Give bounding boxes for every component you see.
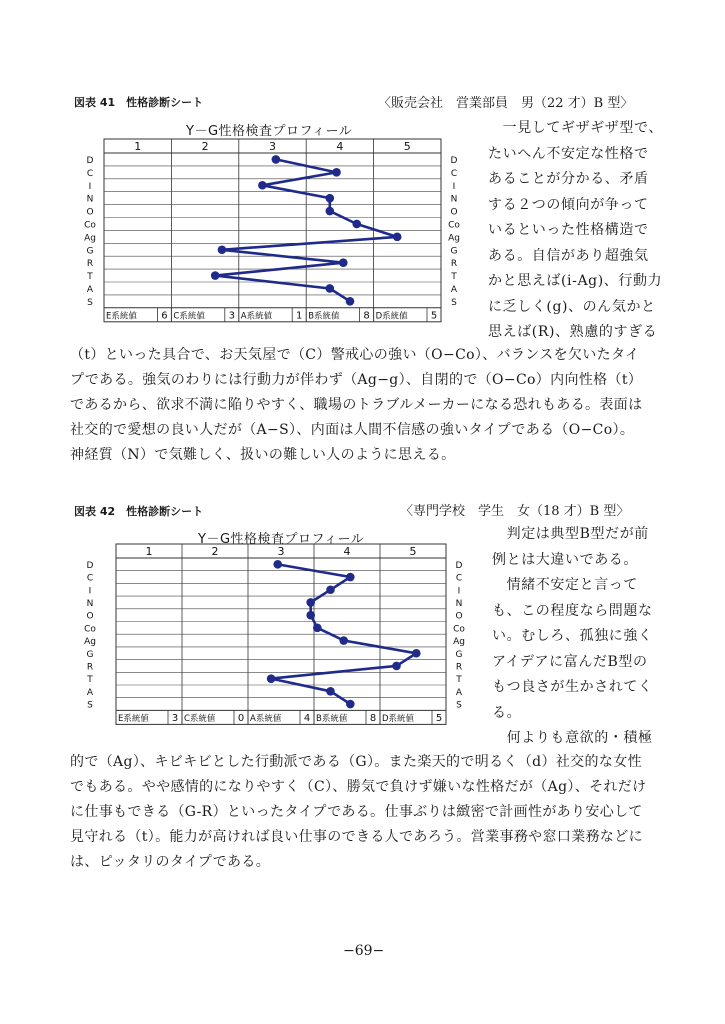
system-value-label: B系統値	[316, 713, 348, 724]
profile-point	[326, 687, 335, 696]
figure-41-subject: 〈販売会社 営業部員 男（22 才）B 型〉	[378, 96, 634, 111]
trait-label-left: G	[86, 649, 94, 660]
system-value: 8	[363, 310, 370, 322]
trait-label-right: I	[457, 586, 461, 597]
figure-42-yg-chart	[86, 544, 470, 738]
trait-label-right: O	[455, 611, 463, 622]
trait-label-right: S	[451, 297, 457, 308]
scale-label: 4	[336, 140, 344, 153]
trait-label-left: D	[86, 560, 94, 571]
side-line: 判定は典型B型だが前	[492, 526, 649, 542]
trait-label-left: R	[86, 259, 94, 270]
trait-label-left: Co	[84, 624, 96, 635]
system-value: 6	[161, 310, 168, 322]
system-value-label: A系統値	[240, 311, 273, 322]
trait-label-left: D	[86, 155, 94, 166]
side-line: 例とは大違いである。	[492, 551, 638, 568]
profile-point	[326, 585, 335, 594]
scale-label: 4	[343, 545, 351, 558]
figure-42-body-text	[70, 750, 646, 875]
profile-point	[306, 598, 315, 607]
profile-point	[267, 674, 276, 683]
body-line: 神経質（N）で気難しく、扱いの難しい人のように思える。	[70, 447, 456, 463]
trait-label-left: O	[86, 611, 94, 622]
profile-point	[273, 560, 282, 569]
system-value-label: A系統値	[250, 713, 282, 724]
trait-label-right: C	[450, 168, 458, 179]
profile-point	[258, 181, 267, 190]
trait-label-right: Ag	[448, 233, 460, 244]
trait-label-right: A	[450, 284, 458, 295]
scale-label: 3	[277, 545, 285, 558]
trait-label-left: A	[86, 284, 94, 295]
profile-point	[346, 700, 355, 709]
side-line: アイデアに富んだB型の	[492, 653, 648, 670]
system-value: 5	[430, 310, 438, 322]
body-line: は、ピッタリのタイプである。	[70, 854, 271, 870]
body-line: 的で（Ag）、キビキビとした行動派である（G）。また楽天的で明るく（d）社交的な女性	[70, 754, 642, 770]
scale-label: 1	[145, 545, 153, 558]
trait-label-right: G	[455, 649, 463, 660]
trait-label-left: G	[86, 246, 94, 257]
system-value-label: D系統値	[382, 713, 415, 724]
system-value: 1	[296, 310, 303, 322]
side-line: する２つの傾向が争って	[488, 196, 649, 213]
profile-point	[393, 233, 402, 242]
profile-point	[325, 284, 334, 293]
profile-point	[218, 245, 227, 254]
body-line: 社交的で愛想の良い人だが（A−S）、内面は人間不信感の強いタイプである（O−Co）。	[70, 422, 635, 438]
body-line: （t）といった具合で、お天気屋で（C）警戒心の強い（O−Co）、バランスを欠いたタイ	[70, 347, 640, 363]
body-line: に仕事もできる（G-R）といったタイプである。仕事ぶりは緻密で計画性があり安心して	[70, 804, 643, 820]
trait-label-left: C	[86, 573, 94, 584]
trait-label-left: Ag	[84, 637, 96, 648]
trait-label-left: N	[86, 598, 94, 609]
scale-label: 1	[134, 140, 142, 153]
figure-41-side-text	[488, 116, 663, 346]
profile-point	[346, 297, 355, 306]
side-line: 何よりも意欲的・積極	[492, 730, 653, 746]
body-line: でもある。やや感情的になりやすく（C）、勝気で負けず嫌いな性格だが（Ag）、それだけ	[70, 779, 647, 795]
side-line: に乏しく(g)、のん気かと	[488, 298, 656, 315]
side-line: い。むしろ、孤独に強く	[492, 628, 653, 644]
profile-point	[412, 649, 421, 658]
profile-point	[346, 573, 355, 582]
system-value-label: C系統値	[184, 713, 216, 724]
trait-label-left: I	[88, 181, 92, 192]
trait-label-left: T	[87, 272, 93, 283]
trait-label-right: N	[450, 194, 458, 205]
trait-label-right: S	[456, 700, 462, 711]
system-value: 3	[171, 712, 179, 724]
trait-label-left: Co	[84, 220, 96, 231]
trait-label-right: R	[455, 662, 463, 673]
trait-label-left: N	[86, 194, 94, 205]
figure-41-body-text	[70, 343, 642, 468]
trait-label-left: R	[86, 662, 94, 673]
system-value-label: E系統値	[106, 311, 137, 322]
figure-41-yg-chart	[74, 135, 470, 335]
side-line: 一見してギザギザ型で、	[488, 120, 663, 136]
trait-label-left: S	[87, 700, 93, 711]
side-line: あることが分かる、矛盾	[488, 171, 649, 187]
profile-point	[392, 662, 401, 671]
profile-point	[272, 155, 281, 164]
trait-label-right: Ag	[453, 637, 465, 648]
system-value-label: D系統値	[375, 311, 408, 322]
trait-label-left: Ag	[84, 233, 96, 244]
scale-label: 5	[403, 140, 411, 153]
side-line: かと思えば(i-Ag)、行動力	[488, 273, 663, 289]
trait-label-right: D	[450, 155, 458, 166]
trait-label-left: I	[88, 586, 92, 597]
system-value: 4	[303, 712, 311, 724]
scale-label: 2	[211, 545, 219, 558]
profile-point	[332, 168, 341, 177]
trait-label-right: C	[455, 573, 463, 584]
side-line: ある。自信があり超強気	[488, 247, 649, 264]
profile-point	[211, 271, 220, 280]
system-value-label: B系統値	[308, 311, 340, 322]
trait-label-left: S	[87, 297, 93, 308]
trait-label-right: G	[450, 246, 458, 257]
trait-label-right: R	[450, 259, 458, 270]
profile-point	[325, 194, 334, 203]
figure-42-caption: 図表 42 性格診断シート	[74, 505, 204, 518]
trait-label-right: Co	[453, 624, 465, 635]
profile-point	[313, 624, 322, 633]
body-line: 見守れる（t）。能力が高ければ良い仕事のできる人であろう。営業事務や窓口業務などに	[70, 829, 643, 845]
trait-label-right: O	[450, 207, 458, 218]
trait-label-right: T	[456, 675, 462, 686]
scale-label: 5	[409, 545, 417, 558]
profile-point	[306, 611, 315, 620]
system-value: 0	[237, 712, 245, 724]
side-line: もつ良さが生かされてく	[492, 679, 653, 695]
profile-point	[325, 207, 334, 216]
profile-point	[339, 636, 348, 645]
body-line: であるから、欲求不満に陥りやすく、職場のトラブルメーカーになる恐れもある。表面は	[70, 397, 643, 413]
side-line: 思えば(R)、熟慮的すぎる	[488, 324, 658, 340]
profile-point	[339, 258, 348, 267]
figure-42-chart-title: Y－G性格検査プロフィール	[198, 532, 365, 547]
trait-label-left: C	[86, 168, 94, 179]
trait-label-right: A	[455, 687, 463, 698]
figure-42-side-text	[492, 522, 653, 752]
trait-label-right: Co	[448, 220, 460, 231]
scale-label: 2	[201, 140, 209, 153]
system-value-label: C系統値	[173, 311, 205, 322]
trait-label-right: N	[455, 598, 463, 609]
body-line: プである。強気のわりには行動力が伴わず（Ag−g）、自閉的で（O−Co）内向性格（t）	[70, 372, 643, 388]
page-number: −69−	[343, 943, 385, 959]
system-value-label: E系統値	[118, 713, 149, 724]
system-value: 5	[435, 712, 443, 724]
side-line: る。	[492, 704, 522, 721]
side-line: も、この程度なら問題な	[492, 602, 653, 619]
figure-41-caption: 図表 41 性格診断シート	[74, 96, 204, 109]
trait-label-right: I	[452, 181, 456, 192]
figure-41-chart-title: Y－G性格検査プロフィール	[186, 124, 353, 139]
side-line: いるといった性格構造で	[488, 222, 649, 238]
trait-label-right: D	[455, 560, 463, 571]
trait-label-left: O	[86, 207, 94, 218]
trait-label-right: T	[451, 272, 457, 283]
trait-label-left: T	[87, 675, 93, 686]
trait-label-left: A	[86, 687, 94, 698]
scale-label: 3	[269, 140, 276, 153]
side-line: 情緒不安定と言って	[492, 577, 638, 593]
figure-42-subject: 〈専門学校 学生 女（18 才）B 型〉	[400, 504, 630, 519]
system-value: 3	[228, 310, 235, 322]
system-value: 8	[369, 712, 377, 724]
side-line: たいへん不安定な性格で	[488, 145, 649, 162]
profile-point	[352, 220, 361, 229]
